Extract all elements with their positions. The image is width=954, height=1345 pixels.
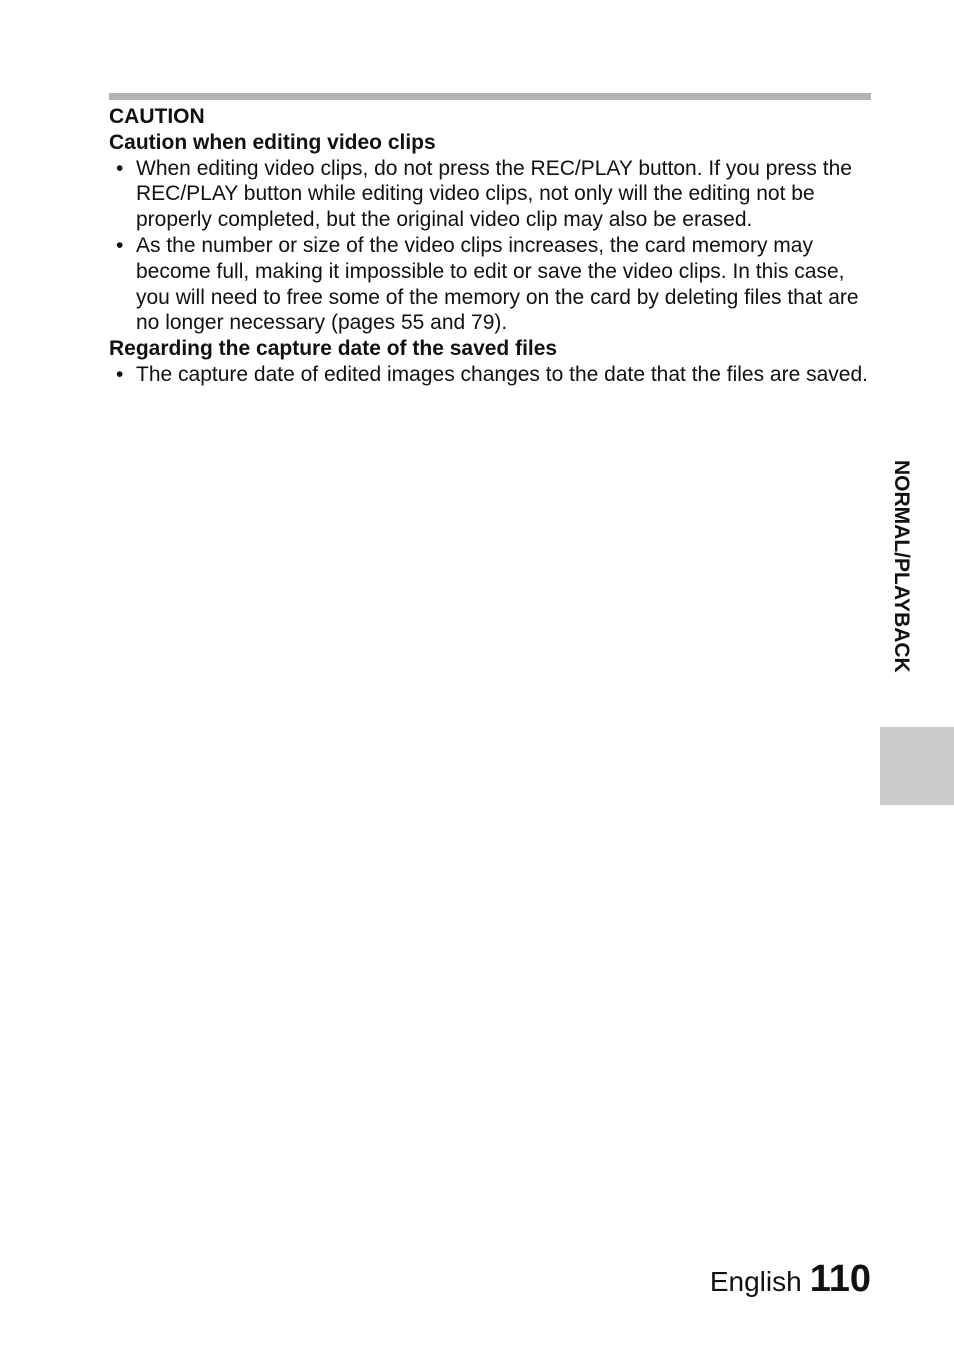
bullet-list <box>109 362 871 388</box>
page-number: 110 <box>809 1258 871 1300</box>
caution-label: CAUTION <box>109 105 205 128</box>
top-rule <box>109 93 871 100</box>
side-tab-block <box>880 727 954 805</box>
list-item <box>109 362 871 388</box>
list-item-text: The capture date of edited images changes to the date that the files are saved. <box>136 362 868 386</box>
list-item <box>109 156 871 233</box>
side-tab-label: NORMAL/PLAYBACK <box>890 460 913 673</box>
bullet-dot-icon: • <box>116 156 124 180</box>
caution-block <box>109 104 871 388</box>
bullet-dot-icon: • <box>116 362 124 386</box>
section-heading: Regarding the capture date of the saved files <box>109 337 558 361</box>
page-footer <box>710 1258 871 1301</box>
list-item-text: When editing video clips, do not press the REC/PLAY button. If you press the REC/PLAY button while editing video clips, not only will the editing not be properly completed, but the original video clip may also be erased. <box>136 156 852 232</box>
list-item-text: As the number or size of the video clips increases, the card memory may become full, making it impossible to edit or save the video clips. In this case, you will need to free some of the memory on the card by deleting files that are no longer necessary (pages 55 and 79). <box>136 233 859 335</box>
section-heading: Caution when editing video clips <box>109 130 436 154</box>
footer-language: English <box>709 1266 802 1297</box>
bullet-dot-icon: • <box>116 233 124 257</box>
list-item <box>109 233 871 336</box>
bullet-list <box>109 156 871 337</box>
